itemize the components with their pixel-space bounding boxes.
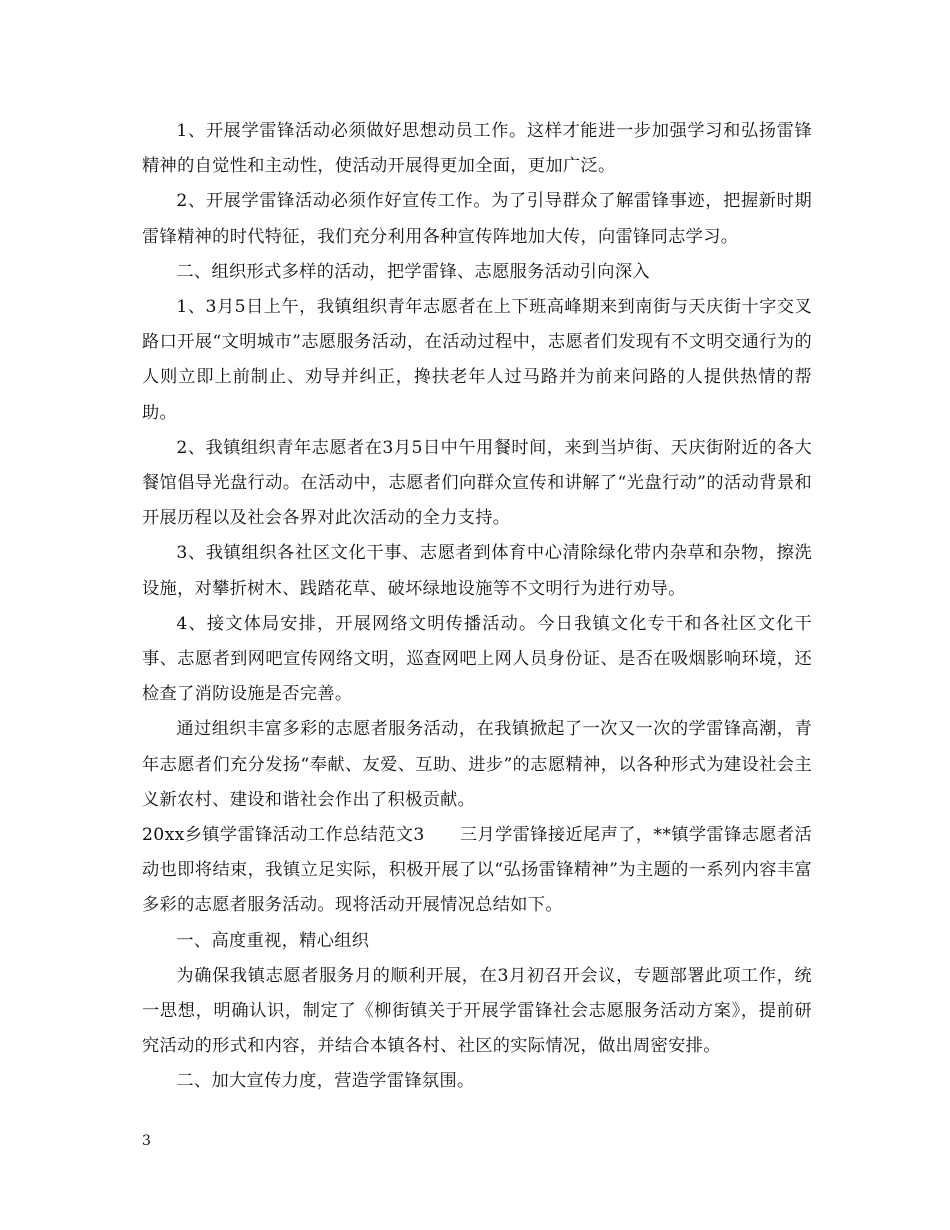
article-title-paragraph: 20xx乡镇学雷锋活动工作总结范文3 三月学雷锋接近尾声了，**镇学雷锋志愿者活动也即将结束，我镇立足实际，积极开展了以“弘扬雷锋精神”为主题的一系列内容丰富多彩的志愿者服务活动。现将活动开展情况总结如下。: [142, 825, 812, 916]
paragraph: 2、开展学雷锋活动必须作好宣传工作。为了引导群众了解雷锋事迹，把握新时期雷锋精神的时代特征，我们充分利用各种宣传阵地加大传，向雷锋同志学习。: [142, 191, 812, 247]
section-heading: 二、加大宣传力度，营造学雷锋氛围。: [176, 1071, 475, 1092]
paragraph: 4、接文体局安排，开展网络文明传播活动。今日我镇文化专干和各社区文化干事、志愿者到网吧宣传网络文明，巡查网吧上网人员身份证、是否在吸烟影响环境，还检查了消防设施是否完善。: [142, 613, 812, 705]
paragraph: 2、我镇组织青年志愿者在3月5日中午用餐时间，来到当垆街、天庆街附近的各大餐馆倡导光盘行动。在活动中，志愿者们向群众宣传和讲解了“光盘行动”的活动背景和开展历程以及社会各界对此次活动的全力支持。: [142, 437, 812, 529]
document-body: [142, 114, 812, 1100]
paragraph: 通过组织丰富多彩的志愿者服务活动，在我镇掀起了一次又一次的学雷锋高潮，青年志愿者们充分发扬“奉献、友爱、互助、进步”的志愿精神，以各种形式为建设社会主义新农村、建设和谐社会作出了积极贡献。: [142, 719, 812, 810]
paragraph: 为确保我镇志愿者服务月的顺利开展，在3月初召开会议，专题部署此项工作，统一思想，明确认识，制定了《柳街镇关于开展学雷锋社会志愿服务活动方案》，提前研究活动的形式和内容，并结合本镇各村、社区的实际情况，做出周密安排。: [142, 965, 812, 1057]
paragraph: 1、开展学雷锋活动必须做好思想动员工作。这样才能进一步加强学习和弘扬雷锋精神的自觉性和主动性，使活动开展得更加全面，更加广泛。: [142, 121, 812, 177]
page-number: 3: [142, 1133, 151, 1149]
section-heading: 一、高度重视，精心组织: [176, 930, 370, 951]
paragraph: 1、3月5日上午，我镇组织青年志愿者在上下班高峰期来到南街与天庆街十字交叉路口开展“文明城市”志愿服务活动，在活动过程中，志愿者们发现有不文明交通行为的人则立即上前制止、劝导并纠正，搀扶老年人过马路并为前来问路的人提供热情的帮助。: [142, 297, 812, 423]
paragraph: 3、我镇组织各社区文化干事、志愿者到体育中心清除绿化带内杂草和杂物，擦洗设施，对攀折树木、践踏花草、破坏绿地设施等不文明行为进行劝导。: [142, 543, 812, 599]
section-heading: 二、组织形式多样的活动，把学雷锋、志愿服务活动引向深入: [176, 261, 650, 282]
